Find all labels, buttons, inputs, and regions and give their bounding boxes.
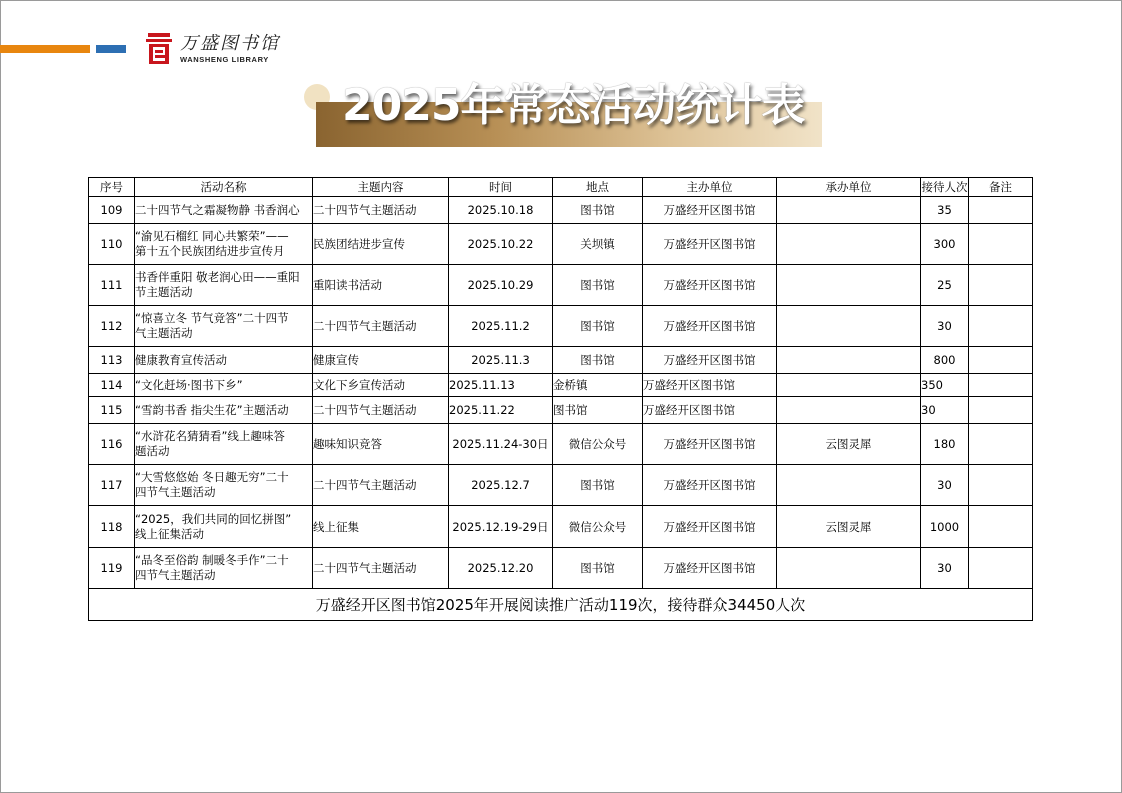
row-organizer	[777, 306, 921, 347]
row-theme: 二十四节气主题活动	[313, 465, 449, 506]
row-place: 图书馆	[553, 548, 643, 589]
row-host: 万盛经开区图书馆	[643, 424, 777, 465]
row-host: 万盛经开区图书馆	[643, 224, 777, 265]
row-date: 2025.11.3	[449, 347, 553, 374]
row-place: 金桥镇	[553, 374, 643, 397]
name-line: “品冬至俗韵 制暖冬手作”二十	[135, 553, 289, 567]
row-activity-name	[135, 347, 313, 374]
row-visitors: 30	[921, 397, 969, 424]
row-place: 图书馆	[553, 306, 643, 347]
row-theme: 二十四节气主题活动	[313, 397, 449, 424]
page-title: 2025年常态活动统计表	[342, 80, 805, 131]
row-host: 万盛经开区图书馆	[643, 306, 777, 347]
row-organizer	[777, 224, 921, 265]
row-date: 2025.12.19-29日	[449, 506, 553, 548]
row-theme: 重阳读书活动	[313, 265, 449, 306]
row-no: 115	[89, 397, 135, 424]
row-no: 114	[89, 374, 135, 397]
row-activity-name	[135, 374, 313, 397]
row-note	[969, 306, 1033, 347]
row-organizer	[777, 197, 921, 224]
row-theme: 趣味知识竞答	[313, 424, 449, 465]
row-activity-name	[135, 424, 313, 465]
name-line: “水浒花名猜猜看”线上趣味答	[135, 429, 285, 443]
col-header-date: 时间	[449, 178, 553, 197]
col-header-visitors: 接待人次	[921, 178, 969, 197]
row-place: 图书馆	[553, 197, 643, 224]
row-no: 109	[89, 197, 135, 224]
row-organizer	[777, 465, 921, 506]
row-date: 2025.11.13	[449, 374, 553, 397]
col-header-no: 序号	[89, 178, 135, 197]
col-header-note: 备注	[969, 178, 1033, 197]
row-no: 112	[89, 306, 135, 347]
row-activity-name	[135, 548, 313, 589]
logo-chinese-name: 万盛图书馆	[180, 32, 280, 54]
row-note	[969, 265, 1033, 306]
row-organizer	[777, 374, 921, 397]
name-line: 二十四节气之霜凝物静 书香润心	[135, 202, 300, 217]
table-row	[89, 465, 1033, 506]
row-theme: 二十四节气主题活动	[313, 548, 449, 589]
row-note	[969, 397, 1033, 424]
table-row	[89, 374, 1033, 397]
row-theme: 线上征集	[313, 506, 449, 548]
name-line: “2025，我们共同的回忆拼图”	[135, 511, 292, 526]
row-organizer	[777, 265, 921, 306]
row-theme: 二十四节气主题活动	[313, 306, 449, 347]
table-row	[89, 506, 1033, 548]
row-host: 万盛经开区图书馆	[643, 197, 777, 224]
row-note	[969, 374, 1033, 397]
col-header-name: 活动名称	[135, 178, 313, 197]
row-activity-name	[135, 197, 313, 224]
row-theme: 二十四节气主题活动	[313, 197, 449, 224]
row-activity-name	[135, 397, 313, 424]
row-host: 万盛经开区图书馆	[643, 347, 777, 374]
table-header-row	[89, 178, 1033, 197]
table-row	[89, 347, 1033, 374]
row-organizer	[777, 347, 921, 374]
row-note	[969, 424, 1033, 465]
name-line: 书香伴重阳 敬老润心田——重阳	[135, 270, 300, 284]
row-note	[969, 197, 1033, 224]
row-note	[969, 548, 1033, 589]
row-activity-name	[135, 224, 313, 265]
title-banner	[300, 78, 830, 150]
row-no: 113	[89, 347, 135, 374]
row-host: 万盛经开区图书馆	[643, 465, 777, 506]
name-line: “惊喜立冬 节气竞答”二十四节	[135, 311, 289, 325]
row-theme: 民族团结进步宣传	[313, 224, 449, 265]
row-theme: 健康宣传	[313, 347, 449, 374]
row-place: 图书馆	[553, 397, 643, 424]
row-no: 110	[89, 224, 135, 265]
row-activity-name	[135, 465, 313, 506]
activity-table	[88, 177, 1033, 621]
row-organizer: 云图灵犀	[777, 506, 921, 548]
row-date: 2025.12.7	[449, 465, 553, 506]
row-visitors: 30	[921, 548, 969, 589]
row-no: 118	[89, 506, 135, 548]
row-activity-name	[135, 506, 313, 548]
name-line: 健康教育宣传活动	[135, 352, 227, 367]
row-visitors: 1000	[921, 506, 969, 548]
row-host: 万盛经开区图书馆	[643, 506, 777, 548]
row-visitors: 30	[921, 306, 969, 347]
name-line: “雪韵书香 指尖生花”主题活动	[135, 402, 289, 417]
col-header-theme: 主题内容	[313, 178, 449, 197]
name-line: “文化赶场·图书下乡”	[135, 377, 243, 392]
table-row	[89, 548, 1033, 589]
seal-icon	[146, 32, 172, 66]
row-visitors: 180	[921, 424, 969, 465]
row-visitors: 300	[921, 224, 969, 265]
row-date: 2025.12.20	[449, 548, 553, 589]
table-row	[89, 424, 1033, 465]
row-date: 2025.10.18	[449, 197, 553, 224]
name-line: 第十五个民族团结进步宣传月	[135, 244, 285, 258]
row-no: 117	[89, 465, 135, 506]
row-note	[969, 465, 1033, 506]
col-header-host: 主办单位	[643, 178, 777, 197]
row-host: 万盛经开区图书馆	[643, 397, 777, 424]
name-line: “渝见石榴红 同心共繁荣”——	[135, 229, 289, 243]
row-host: 万盛经开区图书馆	[643, 265, 777, 306]
summary-text: 万盛经开区图书馆2025年开展阅读推广活动119次，接待群众34450人次	[89, 589, 1033, 621]
row-place: 图书馆	[553, 347, 643, 374]
row-no: 116	[89, 424, 135, 465]
row-visitors: 800	[921, 347, 969, 374]
row-place: 微信公众号	[553, 424, 643, 465]
row-date: 2025.10.22	[449, 224, 553, 265]
name-line: 节主题活动	[135, 285, 193, 299]
row-date: 2025.11.24-30日	[449, 424, 553, 465]
summary-row	[89, 589, 1033, 621]
row-organizer	[777, 548, 921, 589]
row-visitors: 350	[921, 374, 969, 397]
row-visitors: 30	[921, 465, 969, 506]
name-line: 题活动	[135, 444, 170, 458]
name-line: 线上征集活动	[135, 526, 204, 541]
row-no: 111	[89, 265, 135, 306]
name-line: 气主题活动	[135, 326, 193, 340]
row-organizer	[777, 397, 921, 424]
row-activity-name	[135, 265, 313, 306]
row-place: 图书馆	[553, 465, 643, 506]
table-row	[89, 306, 1033, 347]
library-logo	[146, 30, 280, 68]
row-theme: 文化下乡宣传活动	[313, 374, 449, 397]
row-organizer: 云图灵犀	[777, 424, 921, 465]
row-visitors: 35	[921, 197, 969, 224]
row-place: 图书馆	[553, 265, 643, 306]
row-note	[969, 506, 1033, 548]
name-line: 四节气主题活动	[135, 485, 216, 499]
table-row	[89, 397, 1033, 424]
row-host: 万盛经开区图书馆	[643, 548, 777, 589]
row-place: 微信公众号	[553, 506, 643, 548]
accent-bar-blue	[96, 45, 126, 53]
table-row	[89, 224, 1033, 265]
accent-bar-orange	[0, 45, 90, 53]
row-note	[969, 347, 1033, 374]
logo-english-name: WANSHENG LIBRARY	[180, 54, 269, 64]
name-line: “大雪悠悠始 冬日趣无穷”二十	[135, 470, 289, 484]
table-row	[89, 265, 1033, 306]
row-date: 2025.11.22	[449, 397, 553, 424]
col-header-organizer: 承办单位	[777, 178, 921, 197]
row-no: 119	[89, 548, 135, 589]
col-header-place: 地点	[553, 178, 643, 197]
row-note	[969, 224, 1033, 265]
row-date: 2025.10.29	[449, 265, 553, 306]
row-visitors: 25	[921, 265, 969, 306]
row-host: 万盛经开区图书馆	[643, 374, 777, 397]
row-activity-name	[135, 306, 313, 347]
row-date: 2025.11.2	[449, 306, 553, 347]
row-place: 关坝镇	[553, 224, 643, 265]
table-row	[89, 197, 1033, 224]
name-line: 四节气主题活动	[135, 568, 216, 582]
